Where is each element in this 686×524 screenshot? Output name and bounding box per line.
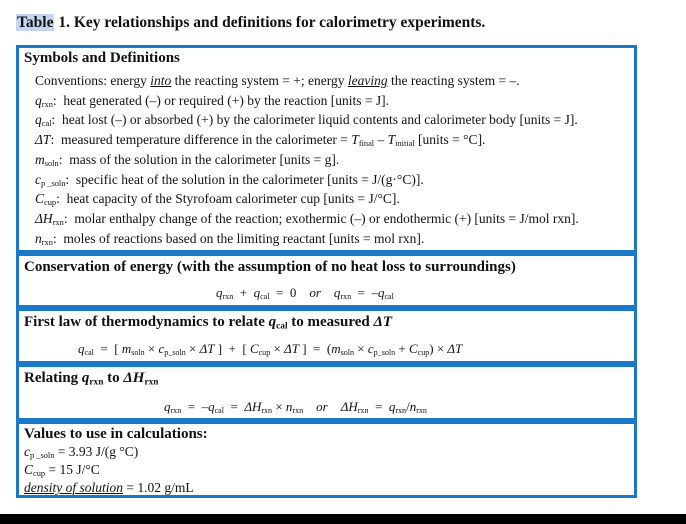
value-ccup: $C_{cup} = 15$ J/°C <box>24 462 100 479</box>
conservation-equation: $q_{rxn} + q_{cal} = 0$ or $q_{rxn} = -q_{cal}$ <box>216 285 394 301</box>
def-cp-soln: $c_{p \_soln}$: specific heat of the solution in the calorimeter [units = J/(g·°C)]. <box>35 172 424 189</box>
value-cp: $c_{p \_soln} = 3.93$ J/(g °C) <box>24 444 139 461</box>
def-delta-t: ΔT: measured temperature difference in the calorimeter = $T_{final} - T_{initial}$ [units = °C]. <box>35 132 486 149</box>
table-title: Table 1. Key relationships and definitions for calorimetry experiments. <box>17 14 486 31</box>
first-law-equation: $q_{cal}$ = [ $m_{soln} \times c_{p\_soln} \times \Delta T$ ] + [ $C_{cup} \times \Delta T$ ] = $(m_{soln} \times c_{p\_soln} + C_{cup}) \times \Delta T$ <box>78 341 463 357</box>
relating-panel <box>16 364 637 421</box>
value-density: density of solution = 1.02 g/mL <box>24 480 194 495</box>
def-ccup: $C_{cup}$: heat capacity of the Styrofoam calorimeter cup [units = J/°C]. <box>35 191 400 208</box>
values-heading: Values to use in calculations: <box>24 426 208 442</box>
values-panel <box>16 421 637 498</box>
symbols-heading: Symbols and Definitions <box>24 50 180 66</box>
def-msoln: $m_{soln}$: mass of the solution in the calorimeter [units = g]. <box>35 152 340 169</box>
def-delta-h: $\Delta H_{rxn}$: molar enthalpy change of the reaction; exothermic (–) or endothermic (+) [units = J/mol rxn]. <box>35 211 579 228</box>
first-law-panel <box>16 308 637 364</box>
table-word-highlight: Table <box>17 14 54 31</box>
relating-equation: $q_{rxn} = -q_{cal} = \Delta H_{rxn} \times n_{rxn}$ or $\Delta H_{rxn} = q_{rxn}/n_{rxn}$ <box>164 399 427 415</box>
def-nrxn: $n_{rxn}$: moles of reactions based on the limiting reactant [units = mol rxn]. <box>35 231 425 248</box>
def-qcal: $q_{cal}$: heat lost (–) or absorbed (+) by the calorimeter liquid contents and calorimeter body [units = J]. <box>35 112 578 129</box>
bottom-bar <box>0 514 686 524</box>
relating-heading: Relating $q_{rxn}$ to $\Delta H_{rxn}$ <box>24 370 159 388</box>
first-law-heading: First law of thermodynamics to relate $q_{cal}$ to measured ΔT <box>24 314 393 332</box>
def-qrxn: $q_{rxn}$: heat generated (–) or required (+) by the reaction [units = J]. <box>35 93 390 110</box>
conservation-heading: Conservation of energy (with the assumption of no heat loss to surroundings) <box>24 259 516 275</box>
symbols-definitions-panel <box>16 45 637 253</box>
conventions-line: Conventions: energy into the reacting system = +; energy leaving the reacting system = –. <box>35 73 520 88</box>
conservation-panel <box>16 253 637 308</box>
